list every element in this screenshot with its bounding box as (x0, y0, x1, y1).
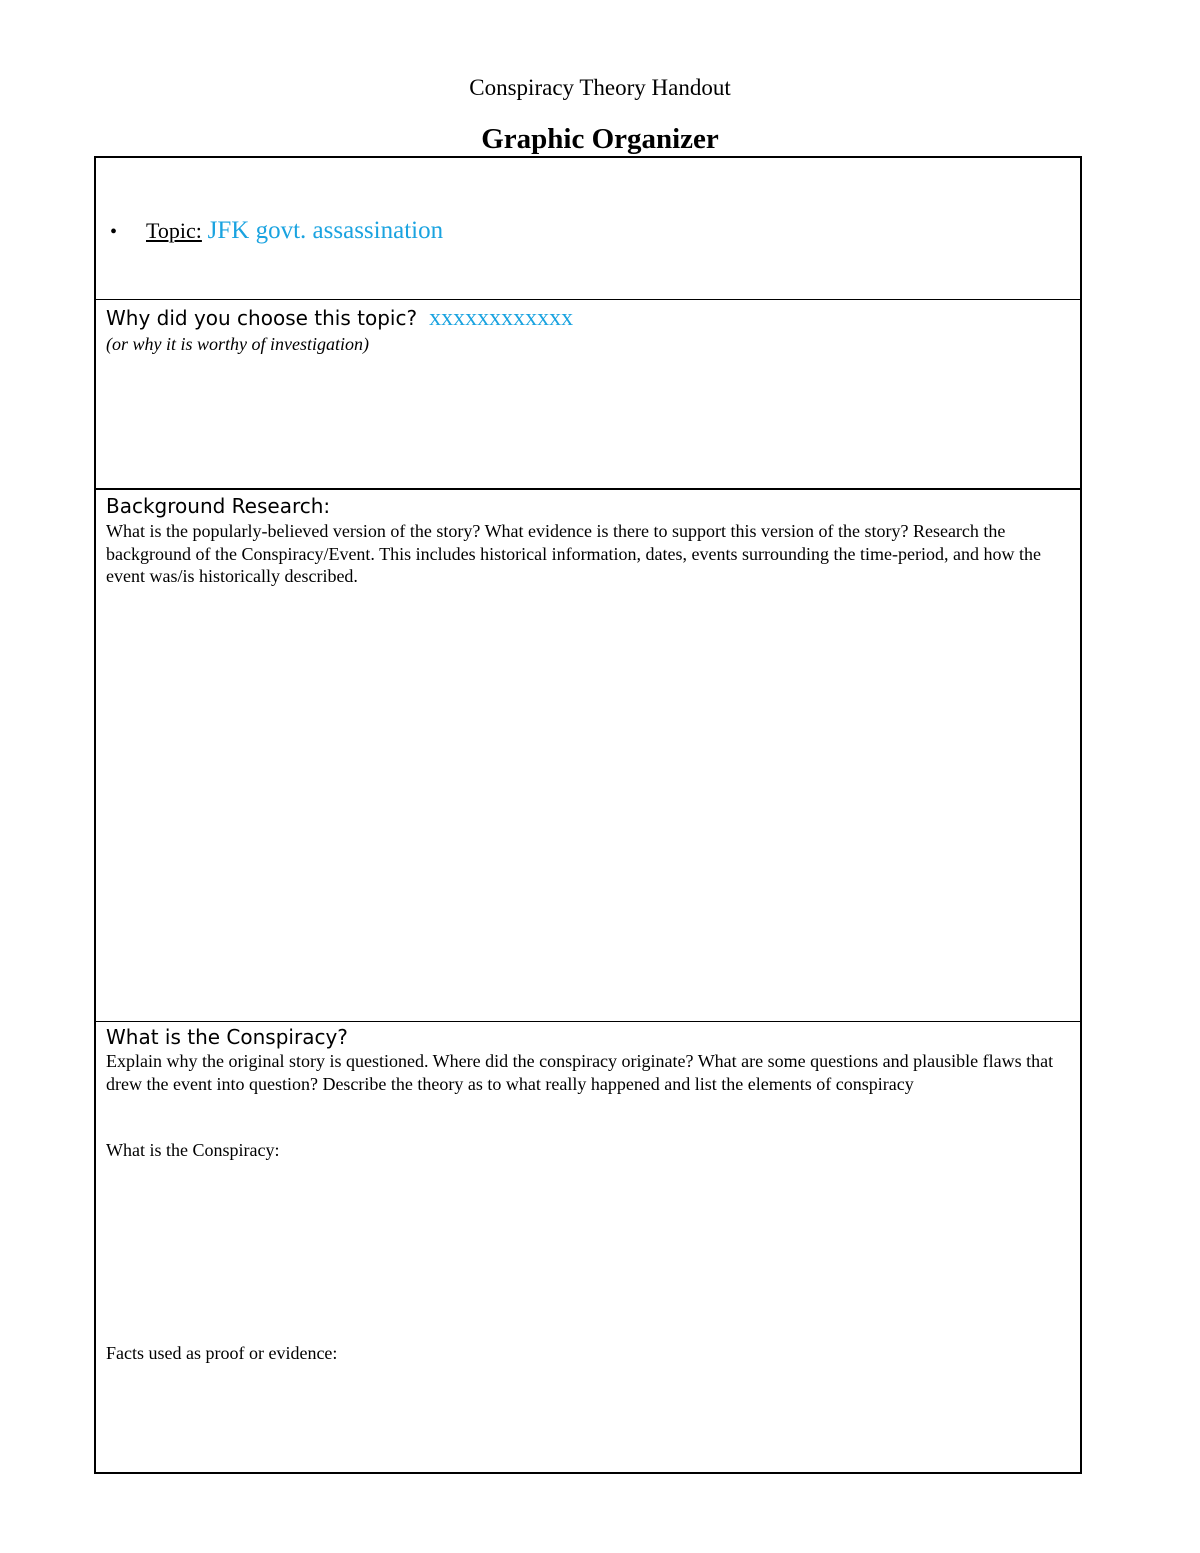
conspiracy-prompt: What is the Conspiracy: (106, 1140, 280, 1160)
document-title: Conspiracy Theory Handout (469, 75, 731, 100)
topic-line (110, 216, 443, 247)
conspiracy-section (96, 1022, 1080, 1472)
facts-prompt: Facts used as proof or evidence: (106, 1343, 338, 1363)
conspiracy-description: Explain why the original story is questioned. Where did the conspiracy originate? What are some questions and plausible flaws that drew the event into question? Describe the theory as to what really happened and list the elements of conspiracy (106, 1051, 1054, 1094)
bullet-icon: • (110, 221, 118, 243)
why-section (96, 300, 1080, 490)
topic-label: Topic: (146, 218, 202, 243)
why-note: (or why it is worthy of investigation) (106, 334, 369, 354)
background-description: What is the popularly-believed version of the story? What evidence is there to support this version of the story? Research the background of the Conspiracy/Event. This includes historical information, dates, events surrounding the time-period, and how the event was/is historically described. (106, 521, 1041, 586)
why-answer[interactable]: xxxxxxxxxxxx (429, 305, 574, 331)
background-heading: Background Research: (106, 494, 331, 518)
topic-value[interactable]: JFK govt. assassination (207, 217, 444, 244)
conspiracy-heading: What is the Conspiracy? (106, 1025, 348, 1049)
background-section (96, 490, 1080, 1022)
why-question (106, 306, 573, 330)
graphic-organizer-table (94, 156, 1082, 1474)
topic-section (96, 158, 1080, 300)
why-question-text: Why did you choose this topic? (106, 306, 418, 330)
document-heading: Graphic Organizer (481, 123, 719, 155)
